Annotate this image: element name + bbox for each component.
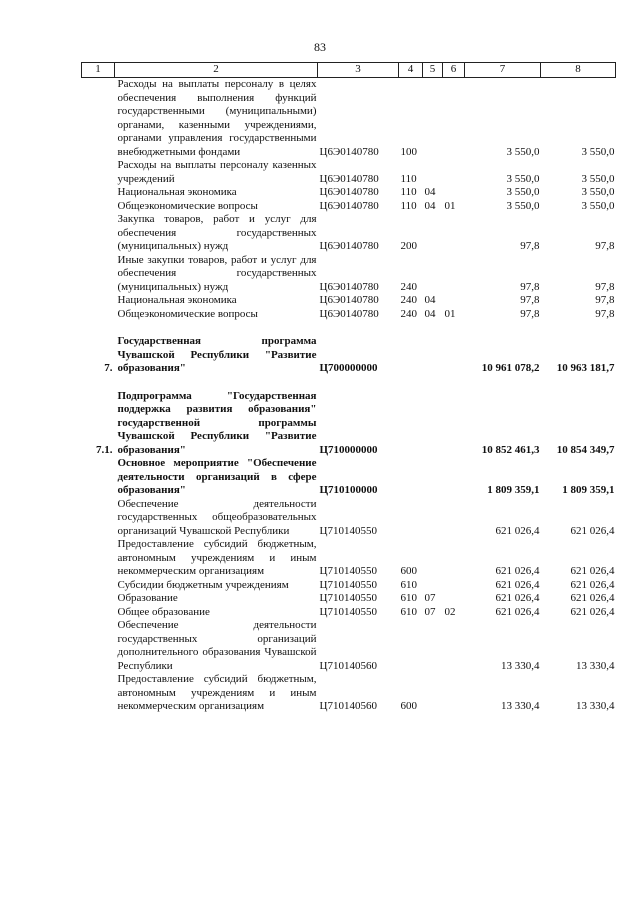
column-number-3: 3 <box>318 63 399 78</box>
row-name: Общеэкономические вопросы <box>117 307 258 320</box>
row-expense-type: 110 <box>400 186 417 198</box>
table-row <box>82 619 616 673</box>
row-target-code: Ц6Э0140780 <box>319 307 379 320</box>
table-row <box>82 592 616 606</box>
row-section-number: 7.1. <box>96 443 113 456</box>
row-target-code: Ц710140550 <box>319 578 377 591</box>
row-subsection <box>443 538 465 579</box>
row-amount-year-1: 3 550,0 <box>506 172 540 185</box>
row-name: Закупка товаров, работ и услуг для обеспечения государственных (муниципальных) нужд <box>117 213 317 252</box>
row-section <box>423 579 443 593</box>
row-subsection: 01 <box>444 307 456 320</box>
row-name: Предоставление субсидий бюджетным, автономным учреждениям и иным некоммерческим организациям <box>117 538 317 577</box>
row-section-number <box>82 186 115 200</box>
row-target-code: Ц6Э0140780 <box>319 145 379 158</box>
row-amount-year-1: 3 550,0 <box>506 199 540 212</box>
spacer-row <box>82 321 616 335</box>
row-amount-year-2: 3 550,0 <box>581 199 615 212</box>
column-number-4: 4 <box>399 63 423 78</box>
row-amount-year-1: 13 330,4 <box>501 659 540 672</box>
row-name: Обеспечение деятельности государственных общеобразовательных организаций Чувашской Республики <box>117 497 317 537</box>
table-row <box>82 457 616 498</box>
row-expense-type <box>399 619 423 673</box>
row-expense-type: 100 <box>400 145 417 158</box>
row-target-code: Ц710100000 <box>319 484 378 496</box>
row-name: Общеэкономические вопросы <box>117 199 258 212</box>
row-section <box>423 78 443 160</box>
row-amount-year-1: 3 550,0 <box>506 145 540 158</box>
row-section <box>423 159 443 186</box>
row-subsection <box>443 213 465 254</box>
row-amount-year-2: 97,8 <box>595 307 615 320</box>
table-row <box>82 335 616 376</box>
table-row <box>82 78 616 160</box>
row-name: Предоставление субсидий бюджетным, автономным учреждениям и иным некоммерческим организациям <box>117 673 317 712</box>
table-row <box>82 254 616 295</box>
row-name: Иные закупки товаров, работ и услуг для обеспечения государственных (муниципальных) нужд <box>117 253 317 293</box>
row-section <box>423 390 443 458</box>
row-expense-type: 200 <box>400 240 417 252</box>
row-subsection: 01 <box>444 199 456 212</box>
row-expense-type: 610 <box>400 592 417 604</box>
row-subsection <box>443 335 465 376</box>
row-section <box>423 619 443 673</box>
row-amount-year-1: 621 026,4 <box>495 578 540 591</box>
row-subsection: 02 <box>444 605 456 618</box>
row-section: 07 <box>424 592 436 604</box>
table-row <box>82 200 616 214</box>
row-name: Расходы на выплаты персоналу в целях обеспечения выполнения функций государственными (муниципальными) органами, казенными учреждениями, органами управления государственными внебюджетными фондами <box>117 78 317 158</box>
row-section-number <box>82 213 115 254</box>
row-section <box>423 498 443 539</box>
row-expense-type: 600 <box>400 700 417 712</box>
row-section: 04 <box>424 199 436 212</box>
row-amount-year-1: 97,8 <box>520 307 540 320</box>
row-amount-year-1: 621 026,4 <box>495 605 540 618</box>
row-target-code: Ц6Э0140780 <box>319 294 379 306</box>
row-section-number <box>82 538 115 579</box>
column-number-5: 5 <box>423 63 443 78</box>
row-amount-year-2: 1 809 359,1 <box>562 484 615 496</box>
row-subsection <box>443 619 465 673</box>
row-expense-type: 240 <box>400 307 417 320</box>
row-subsection <box>443 78 465 160</box>
row-subsection <box>443 592 465 606</box>
row-target-code: Ц6Э0140780 <box>319 199 379 212</box>
row-name: Расходы на выплаты персоналу казенных учреждений <box>117 159 317 185</box>
row-target-code: Ц6Э0140780 <box>319 186 379 198</box>
row-section-number <box>82 457 115 498</box>
row-section-number <box>82 78 115 160</box>
row-section-number <box>82 159 115 186</box>
row-expense-type: 610 <box>400 605 417 618</box>
table-row <box>82 538 616 579</box>
row-amount-year-2: 3 550,0 <box>581 145 615 158</box>
row-expense-type <box>399 498 423 539</box>
column-number-2: 2 <box>115 63 318 78</box>
column-number-7: 7 <box>465 63 541 78</box>
row-name: Подпрограмма "Государственная поддержка развития образования" государственной программы Чувашской Республики "Развитие образования" <box>117 389 317 456</box>
row-section-number <box>82 619 115 673</box>
row-subsection <box>443 498 465 539</box>
row-amount-year-1: 97,8 <box>520 294 540 306</box>
table-row <box>82 673 616 714</box>
row-amount-year-2: 97,8 <box>595 280 615 293</box>
row-expense-type: 610 <box>400 578 417 591</box>
row-amount-year-2: 10 963 181,7 <box>556 362 615 374</box>
table-row <box>82 498 616 539</box>
spacer-cell <box>82 376 616 390</box>
row-name: Обеспечение деятельности государственных организаций дополнительного образования Чувашской Республики <box>117 619 317 672</box>
table-row <box>82 308 616 322</box>
row-amount-year-1: 1 809 359,1 <box>487 484 540 496</box>
table-row <box>82 159 616 186</box>
table-row <box>82 186 616 200</box>
row-section <box>423 538 443 579</box>
row-expense-type <box>399 335 423 376</box>
row-amount-year-1: 13 330,4 <box>501 700 540 712</box>
row-subsection <box>443 457 465 498</box>
row-subsection <box>443 294 465 308</box>
row-expense-type: 240 <box>400 294 417 306</box>
row-target-code: Ц710140550 <box>319 605 377 618</box>
row-amount-year-2: 3 550,0 <box>581 186 615 198</box>
row-amount-year-1: 10 852 461,3 <box>481 443 540 456</box>
row-section-number <box>82 579 115 593</box>
row-subsection <box>443 579 465 593</box>
row-section: 04 <box>424 186 436 198</box>
table-row <box>82 579 616 593</box>
row-amount-year-1: 3 550,0 <box>506 186 540 198</box>
row-section <box>423 254 443 295</box>
row-amount-year-2: 621 026,4 <box>570 592 615 604</box>
row-name: Образование <box>117 592 178 604</box>
row-target-code: Ц710140560 <box>319 700 377 712</box>
column-number-1: 1 <box>82 63 115 78</box>
table-body <box>82 78 616 714</box>
row-section-number <box>82 200 115 214</box>
row-section-number: 7. <box>104 362 113 374</box>
row-target-code: Ц710140560 <box>319 659 377 672</box>
row-section <box>423 335 443 376</box>
row-amount-year-2: 10 854 349,7 <box>556 443 615 456</box>
row-amount-year-2: 621 026,4 <box>570 524 615 537</box>
row-section-number <box>82 606 115 620</box>
row-amount-year-1: 97,8 <box>520 280 540 293</box>
row-section-number <box>82 673 115 714</box>
row-amount-year-1: 97,8 <box>520 240 540 252</box>
row-section: 04 <box>424 307 436 320</box>
spacer-row <box>82 376 616 390</box>
row-target-code: Ц710140550 <box>319 592 377 604</box>
row-amount-year-2: 13 330,4 <box>576 700 615 712</box>
row-amount-year-2: 97,8 <box>595 240 615 252</box>
row-amount-year-2: 621 026,4 <box>570 605 615 618</box>
row-amount-year-2: 3 550,0 <box>581 172 615 185</box>
row-target-code: Ц6Э0140780 <box>319 172 379 185</box>
row-amount-year-2: 621 026,4 <box>570 578 615 591</box>
row-section-number <box>82 294 115 308</box>
row-subsection <box>443 390 465 458</box>
row-target-code: Ц700000000 <box>319 362 378 374</box>
row-amount-year-2: 13 330,4 <box>576 659 615 672</box>
row-name: Национальная экономика <box>117 294 237 306</box>
table-row <box>82 390 616 458</box>
row-expense-type: 240 <box>400 280 417 293</box>
row-target-code: Ц6Э0140780 <box>319 240 379 252</box>
row-name: Субсидии бюджетным учреждениям <box>117 578 289 591</box>
row-section: 04 <box>424 294 436 306</box>
row-section-number <box>82 308 115 322</box>
page-number: 83 <box>314 40 326 54</box>
row-subsection <box>443 673 465 714</box>
row-amount-year-2: 97,8 <box>595 294 615 306</box>
column-number-8: 8 <box>541 63 616 78</box>
row-expense-type <box>399 457 423 498</box>
row-name: Общее образование <box>117 605 210 618</box>
table-row <box>82 213 616 254</box>
row-subsection <box>443 159 465 186</box>
row-target-code: Ц710140550 <box>319 565 377 577</box>
row-name: Государственная программа Чувашской Республики "Развитие образования" <box>117 335 317 374</box>
row-amount-year-1: 10 961 078,2 <box>481 362 540 374</box>
row-expense-type: 600 <box>400 565 417 577</box>
row-section <box>423 673 443 714</box>
row-target-code: Ц6Э0140780 <box>319 280 379 293</box>
row-target-code: Ц710000000 <box>319 443 378 456</box>
row-amount-year-2: 621 026,4 <box>570 565 615 577</box>
row-amount-year-1: 621 026,4 <box>495 524 540 537</box>
column-number-6: 6 <box>443 63 465 78</box>
table-row <box>82 294 616 308</box>
row-target-code: Ц710140550 <box>319 524 377 537</box>
row-expense-type <box>399 390 423 458</box>
table-row <box>82 606 616 620</box>
row-amount-year-1: 621 026,4 <box>495 565 540 577</box>
row-subsection <box>443 254 465 295</box>
row-section: 07 <box>424 605 436 618</box>
row-subsection <box>443 186 465 200</box>
row-section-number <box>82 254 115 295</box>
row-section <box>423 457 443 498</box>
spacer-cell <box>82 321 616 335</box>
row-amount-year-1: 621 026,4 <box>495 592 540 604</box>
row-name: Основное мероприятие "Обеспечение деятельности организаций в сфере образования" <box>117 457 317 496</box>
row-name: Национальная экономика <box>117 186 237 198</box>
row-section-number <box>82 498 115 539</box>
table-header <box>82 63 616 78</box>
row-section-number <box>82 592 115 606</box>
row-expense-type: 110 <box>400 199 417 212</box>
budget-table <box>81 62 616 714</box>
row-expense-type: 110 <box>400 172 417 185</box>
row-section <box>423 213 443 254</box>
